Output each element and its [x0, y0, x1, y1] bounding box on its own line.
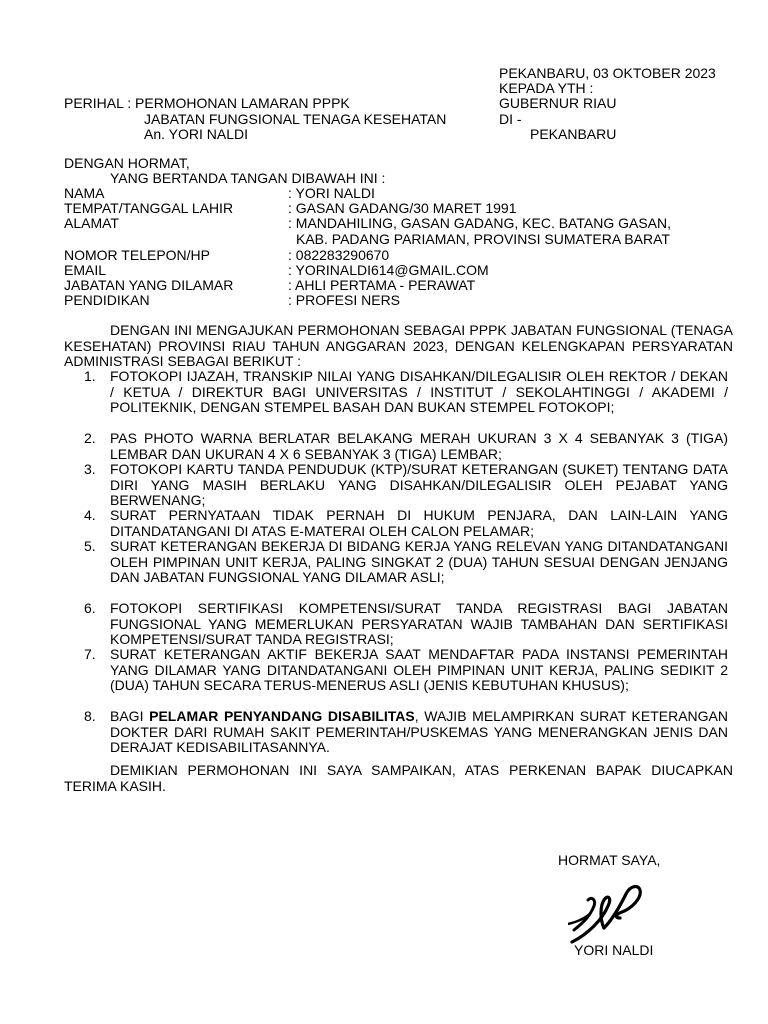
list-item	[84, 462, 728, 508]
place-date: PEKANBARU, 03 OKTOBER 2023	[499, 65, 716, 81]
list-item	[84, 601, 728, 647]
identity-label: JABATAN YANG DILAMAR	[64, 277, 234, 293]
identity-label: NOMOR TELEPON/HP	[64, 247, 210, 263]
list-text	[110, 709, 728, 756]
recipient-city: PEKANBARU	[530, 126, 617, 142]
list-item	[84, 369, 728, 431]
recipient-di: DI -	[499, 111, 522, 127]
highlight-text: PELAMAR PENYANDANG DISABILITAS	[149, 708, 415, 724]
identity-label: NAMA	[64, 185, 105, 201]
list-text-prefix: BAGI	[110, 708, 144, 724]
subject-line-2: JABATAN FUNGSIONAL TENAGA KESEHATAN	[144, 111, 447, 127]
identity-label: ALAMAT	[64, 215, 119, 231]
identity-value: : GASAN GADANG/30 MARET 1991	[288, 200, 517, 216]
list-number: 4.	[84, 507, 96, 523]
identity-label: TEMPAT/TANGGAL LAHIR	[64, 200, 234, 216]
identity-label: EMAIL	[64, 262, 107, 278]
list-item	[84, 709, 728, 755]
list-text: FOTOKOPI IJAZAH, TRANSKIP NILAI YANG DISAHKAN/DILEGALISIR OLEH REKTOR / DEKAN / KETUA / DIREKTUR BAGI UNIVERSITAS / INSTITUT / SEKOLAHTINGGI / AKADEMI / POLITEKNIK, DENGAN STEMPEL BASAH DAN BUKAN STEMPEL FOTOKOPI;	[110, 368, 728, 415]
list-item	[84, 508, 728, 539]
subject-line-3: An. YORI NALDI	[144, 126, 249, 142]
signature-image	[568, 876, 658, 946]
identity-value: : 082283290670	[288, 247, 390, 263]
signoff: HORMAT SAYA,	[558, 852, 661, 868]
recipient-name: GUBERNUR RIAU	[499, 95, 617, 111]
identity-value: KAB. PADANG PARIAMAN, PROVINSI SUMATERA BARAT	[296, 231, 670, 247]
signature-name: YORI NALDI	[574, 942, 654, 958]
list-text-rest: , WAJIB MELAMPIRKAN SURAT KETERANGAN DOKTER DARI RUMAH SAKIT PEMERINTAH/PUSKEMAS YANG MENERANGKAN JENIS DAN DERAJAT KEDISABILITASANNYA.	[110, 708, 728, 755]
subject-line: PERIHAL : PERMOHONAN LAMARAN PPPK	[64, 95, 350, 111]
list-item	[84, 647, 728, 709]
identity-value: : YORI NALDI	[288, 185, 375, 201]
list-text: FOTOKOPI KARTU TANDA PENDUDUK (KTP)/SURAT KETERANGAN (SUKET) TENTANG DATA DIRI YANG MASIH BERLAKU YANG DISAHKAN/DILEGALISIR OLEH PEJABAT YANG BERWENANG;	[110, 461, 728, 508]
list-item	[84, 431, 728, 462]
list-number: 5.	[84, 538, 96, 554]
list-number: 7.	[84, 646, 96, 662]
requirements-list	[84, 369, 728, 755]
list-number: 6.	[84, 600, 96, 616]
body-paragraph: DENGAN INI MENGAJUKAN PERMOHONAN SEBAGAI PPPK JABATAN FUNGSIONAL (TENAGA KESEHATAN) PROVINSI RIAU TAHUN ANGGARAN 2023, DENGAN KELENGKAPAN PERSYARATAN ADMINISTRASI SEBAGAI BERIKUT :	[64, 322, 733, 369]
list-number: 1.	[84, 368, 96, 384]
identity-value: : AHLI PERTAMA - PERAWAT	[288, 277, 476, 293]
list-text: SURAT KETERANGAN AKTIF BEKERJA SAAT MENDAFTAR PADA INSTANSI PEMERINTAH YANG DILAMAR YANG DITANDATANGANI OLEH PIMPINAN UNIT KERJA, PALING SEDIKIT 2 (DUA) TAHUN SECARA TERUS-MENERUS ASLI (JENIS KEBUTUHAN KHUSUS);	[110, 646, 728, 693]
list-text: SURAT KETERANGAN BEKERJA DI BIDANG KERJA YANG RELEVAN YANG DITANDATANGANI OLEH PIMPINAN UNIT KERJA, PALING SINGKAT 2 (DUA) TAHUN SESUAI DENGAN JENJANG DAN JABATAN FUNGSIONAL YANG DILAMAR ASLI;	[110, 538, 728, 585]
recipient-label: KEPADA YTH :	[499, 80, 594, 96]
list-text: PAS PHOTO WARNA BERLATAR BELAKANG MERAH UKURAN 3 X 4 SEBANYAK 3 (TIGA) LEMBAR DAN UKURAN 4 X 6 SEBANYAK 3 (TIGA) LEMBAR;	[110, 430, 728, 462]
identity-value: : YORINALDI614@GMAIL.COM	[288, 262, 489, 278]
identity-value: : MANDAHILING, GASAN GADANG, KEC. BATANG GASAN,	[288, 215, 671, 231]
identity-value: : PROFESI NERS	[288, 292, 401, 308]
greeting: DENGAN HORMAT,	[64, 155, 190, 171]
intro-line: YANG BERTANDA TANGAN DIBAWAH INI :	[110, 170, 386, 186]
list-text: SURAT PERNYATAAN TIDAK PERNAH DI HUKUM PENJARA, DAN LAIN-LAIN YANG DITANDATANGANI DI ATAS E-MATERAI OLEH CALON PELAMAR;	[110, 507, 728, 539]
identity-label: PENDIDIKAN	[64, 292, 150, 308]
closing-paragraph: DEMIKIAN PERMOHONAN INI SAYA SAMPAIKAN, ATAS PERKENAN BAPAK DIUCAPKAN TERIMA KASIH.	[64, 762, 733, 794]
list-number: 2.	[84, 430, 96, 446]
list-item	[84, 539, 728, 601]
list-text: FOTOKOPI SERTIFIKASI KOMPETENSI/SURAT TANDA REGISTRASI BAGI JABATAN FUNGSIONAL YANG MEMERLUKAN PERSYARATAN WAJIB TAMBAHAN DAN SERTIFIKASI KOMPETENSI/SURAT TANDA REGISTRASI;	[110, 600, 728, 647]
list-number: 3.	[84, 461, 96, 477]
list-number: 8.	[84, 708, 96, 724]
